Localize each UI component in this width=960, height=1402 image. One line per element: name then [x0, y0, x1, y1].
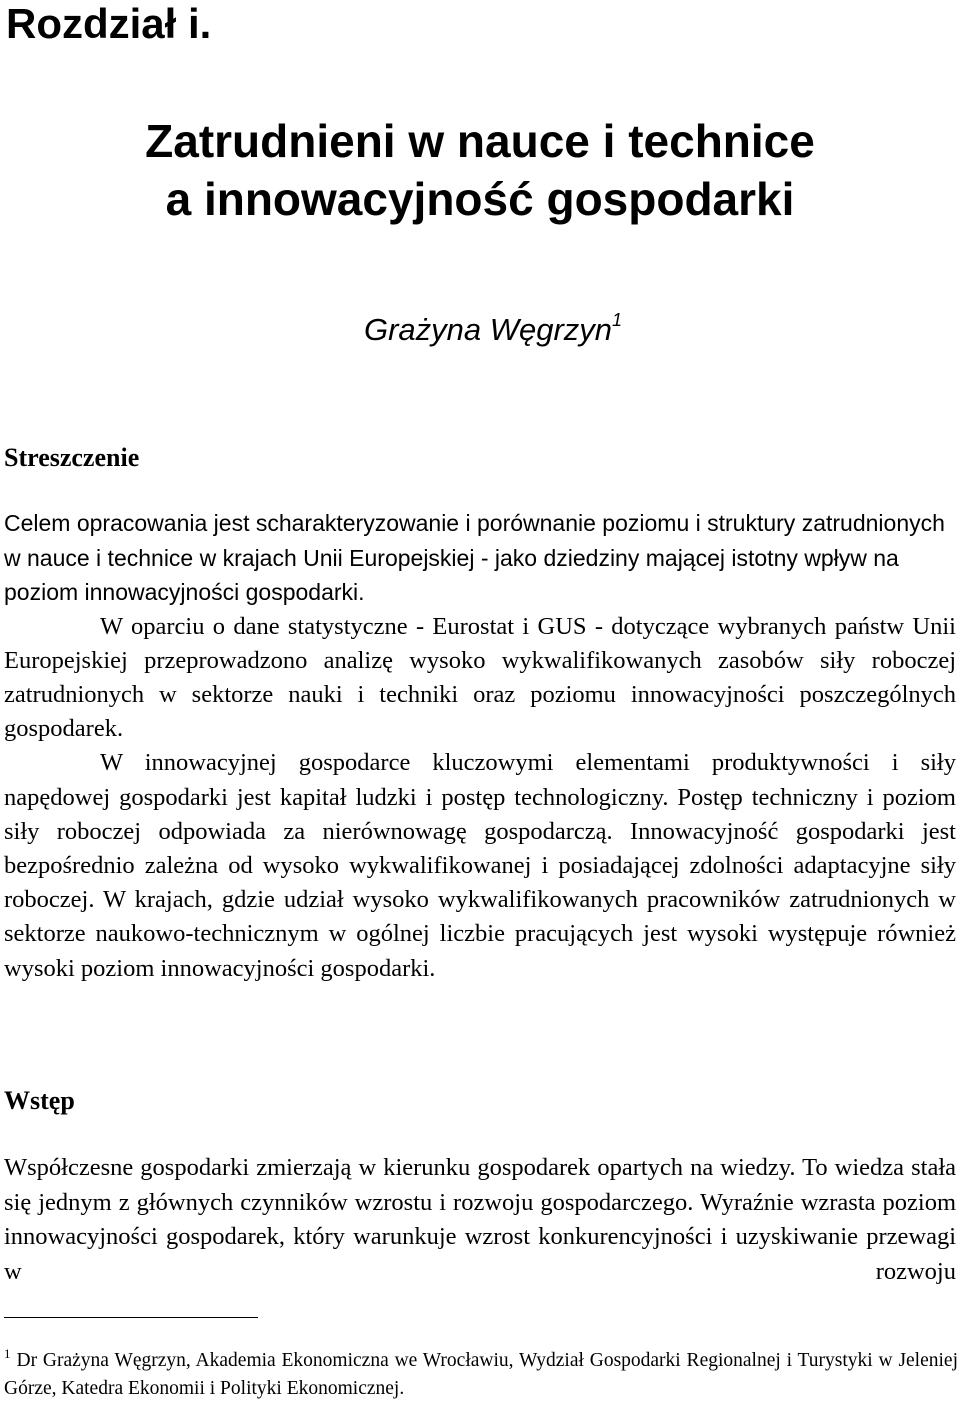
abstract-body — [4, 506, 956, 986]
abstract-paragraph-3: W innowacyjnej gospodarce kluczowymi elementami produktywności i siły napędowej gospodarki jest kapitał ludzki i postęp technologiczny. Postęp techniczny i poziom siły roboczej odpowiada za nierównowagę gospodarczą. Innowacyjność gospodarki jest bezpośrednio zależna od wysoko wykwalifikowanej i posiadającej zdolności adaptacyjne siły roboczej. W krajach, gdzie udział wysoko wykwalifikowanych pracowników zatrudnionych w sektorze naukowo-technicznym w ogólnej liczbie pracujących jest wysoki występuje również wysoki poziom innowacyjności gospodarki. — [4, 749, 956, 982]
chapter-heading: Rozdział i. — [6, 0, 212, 47]
abstract-paragraph-2: W oparciu o dane statystyczne - Eurostat i GUS - dotyczące wybranych państw Unii Europejskiej przeprowadzono analizę wysoko wykwalifikowanych zasobów siły roboczej zatrudnionych w sektorze nauki i techniki oraz poziomu innowacyjności poszczególnych gospodarek. — [4, 612, 956, 743]
author-name: Grażyna Węgrzyn — [363, 312, 613, 347]
author — [0, 300, 960, 350]
author-footnote-mark: 1 — [612, 310, 623, 330]
footnote-text: Dr Grażyna Węgrzyn, Akademia Ekonomiczna we Wrocławiu, Wydział Gospodarki Regionalnej i Turystyki w Jeleniej Górze, Katedra Ekonomii i Polityki Ekonomicznej. — [4, 1350, 958, 1399]
abstract-paragraph-1: Celem opracowania jest scharakteryzowanie i porównanie poziomu i struktury zatrudnionych w nauce i technice w krajach Unii Europejskiej - jako dziedziny mającej istotny wpływ na poziom innowacyjności gospodarki. — [4, 510, 945, 605]
paper-title — [0, 112, 960, 228]
footnote-mark: 1 — [4, 1346, 11, 1361]
footnote-separator — [4, 1317, 258, 1318]
abstract-heading: Streszczenie — [4, 443, 140, 472]
paper-title-line-2: a innowacyjność gospodarki — [165, 173, 795, 225]
paper-title-line-1: Zatrudnieni w nauce i technice — [145, 115, 815, 167]
intro-heading: Wstęp — [4, 1086, 75, 1115]
intro-paragraph: Współczesne gospodarki zmierzają w kierunku gospodarek opartych na wiedzy. To wiedza stała się jednym z głównych czynników wzrostu i rozwoju gospodarczego. Wyraźnie wzrasta poziom innowacyjności gospodarek, który warunkuje wzrost konkurencyjności i uzyskiwanie przewagi w rozwoju — [4, 1154, 956, 1285]
footnote — [4, 1340, 958, 1402]
